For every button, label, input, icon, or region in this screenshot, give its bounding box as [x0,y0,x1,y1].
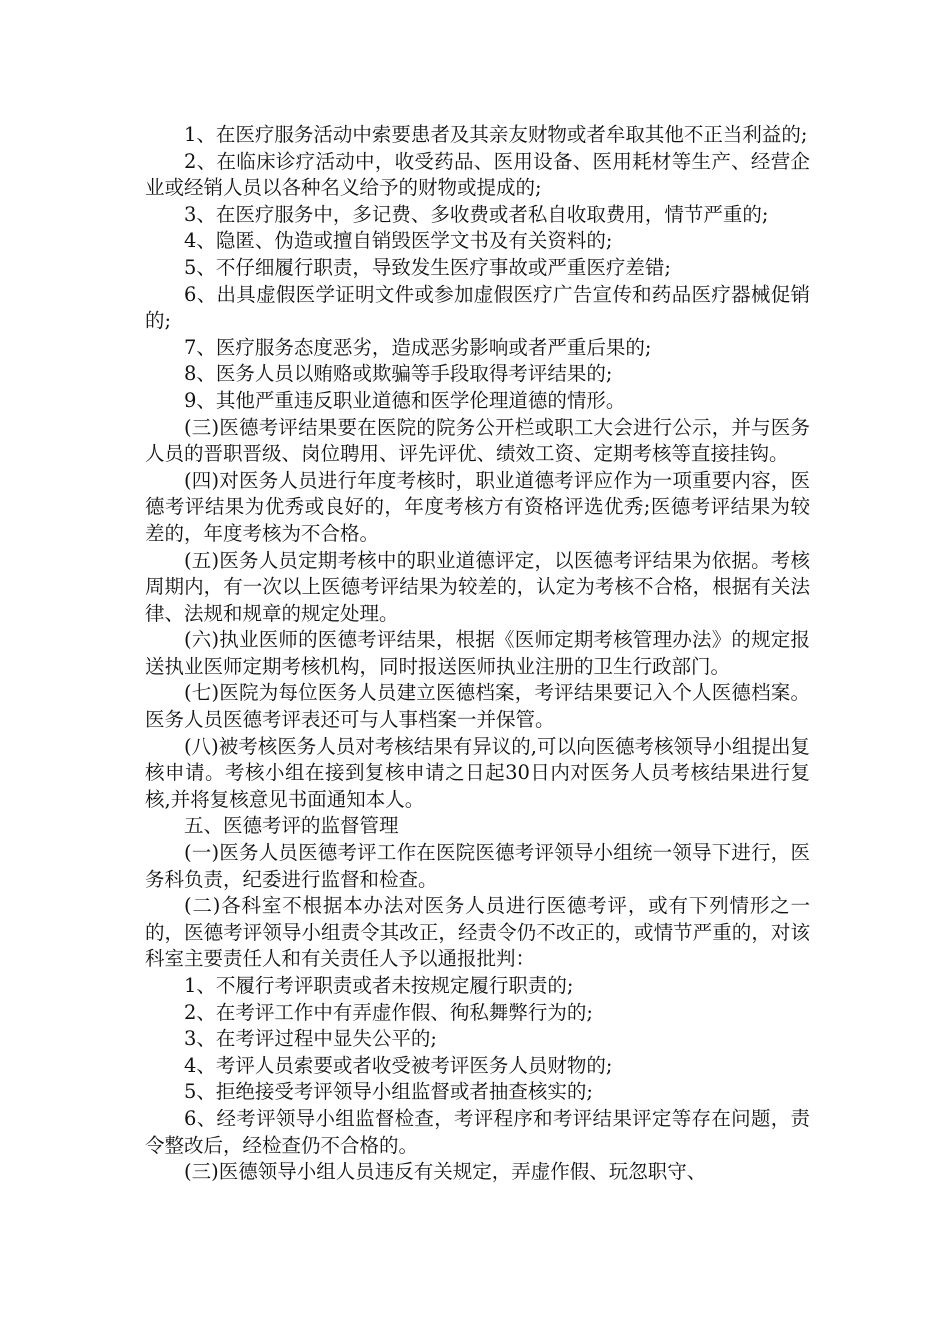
paragraph-supervision-item-1: 1、不履行考评职责或者未按规定履行职责的; [184,974,574,997]
paragraph-section-5: (五)医务人员定期考核中的职业道德评定，以医德考评结果为依据。考核周期内，有一次以上医德考评结果为较差的，认定为考核不合格，根据有关法律、法规和规章的规定处理。 [145,548,810,625]
paragraph-item-6: 6、出具虚假医学证明文件或参加虚假医疗广告宣传和药品医疗器械促销的; [145,282,810,333]
paragraph-supervision-2: (二)各科室不根据本办法对医务人员进行医德考评，或有下列情形之一的，医德考评领导小组责令其改正，经责令仍不改正的，或情节严重的，对该科室主要责任人和有关责任人予以通报批判： [145,894,810,971]
section-heading-5: 五、医德考评的监督管理 [184,814,399,838]
paragraph-supervision-item-2: 2、在考评工作中有弄虚作假、徇私舞弊行为的; [184,1000,593,1024]
paragraph-section-6: (六)执业医师的医德考评结果，根据《医师定期考核管理办法》的规定报送执业医师定期考核机构，同时报送医师执业注册的卫生行政部门。 [145,628,810,678]
paragraph-item-8: 8、医务人员以贿赂或欺骗等手段取得考评结果的; [184,362,613,386]
paragraph-item-3: 3、在医疗服务中，多记费、多收费或者私自收取费用，情节严重的; [184,202,769,226]
paragraph-supervision-item-3: 3、在考评过程中显失公平的; [184,1027,437,1051]
paragraph-section-4: (四)对医务人员进行年度考核时，职业道德考评应作为一项重要内容，医德考评结果为优秀或良好的，年度考核方有资格评选优秀;医德考评结果为较差的，年度考核为不合格。 [145,468,810,545]
paragraph-supervision-3: (三)医德领导小组人员违反有关规定，弄虚作假、玩忽职守、 [184,1160,707,1184]
paragraph-item-2: 2、在临床诊疗活动中，收受药品、医用设备、医用耗材等生产、经营企业或经销人员以各种名义给予的财物或提成的; [145,149,810,200]
paragraph-item-4: 4、隐匿、伪造或擅自销毁医学文书及有关资料的; [184,229,613,253]
paragraph-section-7: (七)医院为每位医务人员建立医德档案，考评结果要记入个人医德档案。医务人员医德考评表还可与人事档案一并保管。 [145,681,810,732]
paragraph-section-3: (三)医德考评结果要在医院的院务公开栏或职工大会进行公示，并与医务人员的晋职晋级、岗位聘用、评先评优、绩效工资、定期考核等直接挂钩。 [145,415,810,466]
paragraph-supervision-item-6: 6、经考评领导小组监督检查，考评程序和考评结果评定等存在问题，责令整改后，经检查仍不合格的。 [145,1106,810,1157]
paragraph-item-7: 7、医疗服务态度恶劣，造成恶劣影响或者严重后果的; [184,335,652,359]
paragraph-item-5: 5、不仔细履行职责，导致发生医疗事故或严重医疗差错; [184,255,671,279]
paragraph-item-9: 9、其他严重违反职业道德和医学伦理道德的情形。 [184,388,626,412]
document-body [145,122,810,1186]
paragraph-supervision-1: (一)医务人员医德考评工作在医院医德考评领导小组统一领导下进行，医务科负责，纪委进行监督和检查。 [145,841,810,891]
paragraph-supervision-item-5: 5、拒绝接受考评领导小组监督或者抽查核实的; [184,1080,593,1104]
paragraph-supervision-item-4: 4、考评人员索要或者收受被考评医务人员财物的; [184,1053,613,1077]
paragraph-section-8: (八)被考核医务人员对考核结果有异议的,可以向医德考核领导小组提出复核申请。考核小组在接到复核申请之日起30日内对医务人员考核结果进行复核,并将复核意见书面通知本人。 [145,734,810,811]
paragraph-item-1: 1、在医疗服务活动中索要患者及其亲友财物或者牟取其他不正当利益的; [184,123,808,146]
